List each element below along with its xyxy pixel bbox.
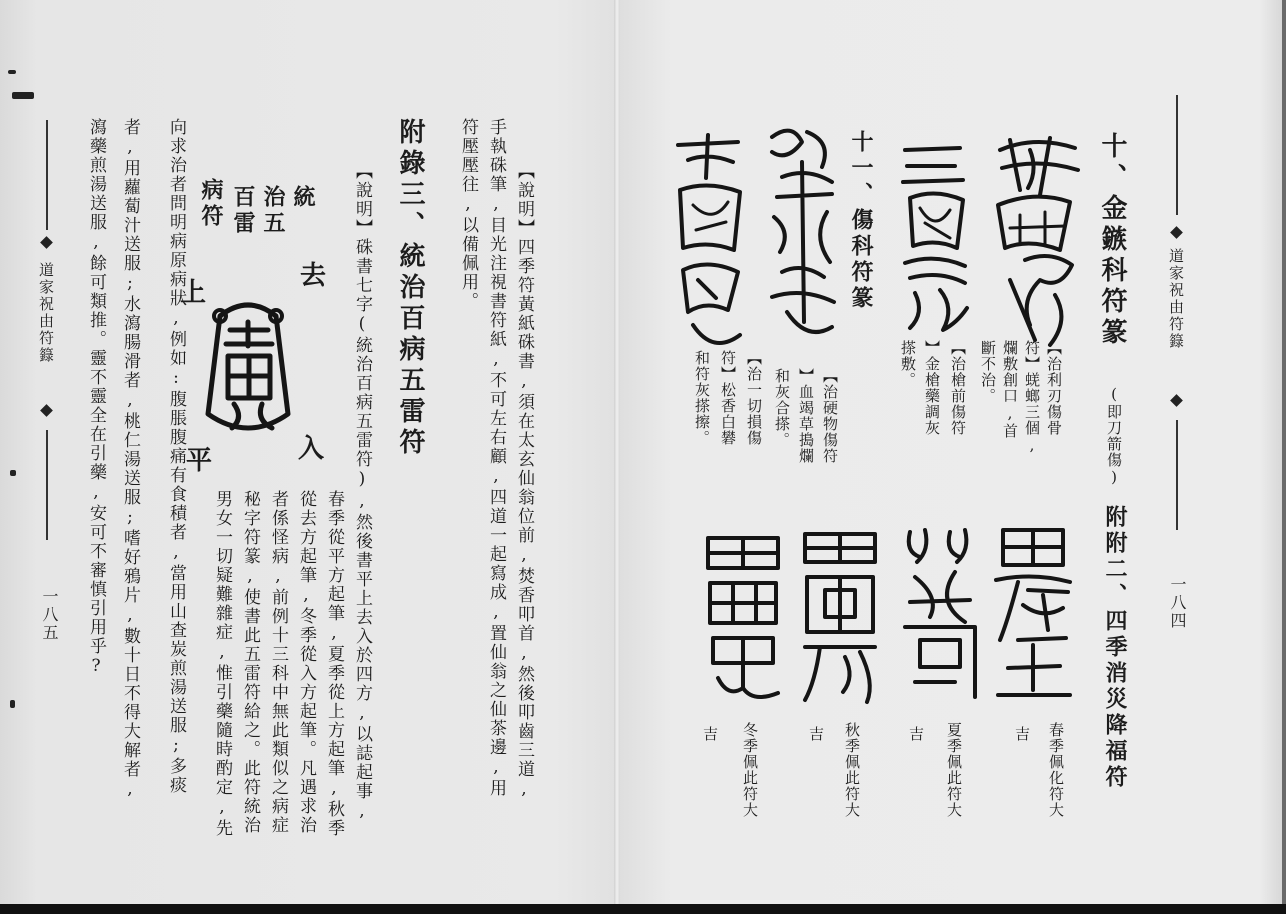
season-caption-end: 吉: [1013, 726, 1031, 742]
runner-rule-bottom: [1176, 420, 1178, 530]
note-line: 者係怪病,前例十三科中無此類似之病症: [268, 490, 288, 835]
appendix-title: 附錄三、統治百病五雷符: [395, 118, 425, 459]
talisman-label: 統: [290, 185, 316, 211]
direction-left: 上: [180, 278, 207, 308]
note-line: 瀉藥煎湯送服,餘可類推。靈不靈全在引藥,安可不審慎引用乎?: [86, 118, 106, 678]
note-line: 符壓壓往,以備佩用。: [458, 118, 478, 311]
scan-border: [0, 904, 1286, 914]
scan-blot: [10, 700, 15, 708]
running-header: 道家祝由符籙: [1167, 248, 1185, 350]
runner-rule-bottom: [46, 430, 48, 540]
talisman-spring: [988, 520, 1078, 705]
runner-rule-top: [1176, 95, 1178, 215]
talisman-summer: [895, 522, 983, 707]
talisman-caption: 】金槍藥調灰: [923, 340, 941, 436]
season-caption: 冬季佩此符大: [741, 722, 759, 818]
talisman-label: 治五: [260, 185, 286, 237]
talisman-label: 病符: [198, 178, 224, 230]
talisman-caption: 斷不治。: [979, 340, 997, 404]
season-caption-end: 吉: [807, 726, 825, 742]
talisman-caption: 爛敷創口,首: [1001, 340, 1019, 439]
talisman-caption: 【治槍前傷符: [949, 340, 967, 436]
talisman-five-thunder: [192, 286, 304, 446]
note-line: 【說明】硃書七字(統治百病五雷符),然後書平上去入於四方,以誌起事,: [352, 162, 372, 823]
talisman-sword-bone: [990, 130, 1085, 355]
season-caption: 夏季佩此符大: [945, 722, 963, 818]
season-caption-end: 吉: [907, 726, 925, 742]
page-edge: [1282, 0, 1286, 914]
talisman-autumn: [795, 522, 885, 707]
scan-blot: [12, 92, 34, 99]
page-number: 一八五: [40, 588, 59, 642]
talisman-caption: 搽敷。: [899, 340, 917, 388]
talisman-caption: 】血竭草搗爛: [797, 368, 815, 464]
note-line: 向求治者問明病原病狀,例如:腹脹腹痛有食積者,當用山查炭煎湯送服;多痰: [166, 118, 186, 795]
direction-top: 去: [300, 261, 327, 291]
talisman-caption: 【治一切損傷: [745, 350, 763, 446]
note-line: 從去方起筆,冬季從入方起筆。凡遇求治: [296, 490, 316, 835]
section-title: 十一、傷科符篆: [848, 130, 874, 312]
season-caption: 春季佩化符大: [1047, 722, 1065, 818]
note-line: 【說明】四季符黃紙硃書,須在太玄仙翁位前,焚香叩首,然後叩齒三道,: [514, 162, 534, 801]
scan-blot: [10, 470, 16, 476]
talisman-all-injury: [668, 130, 750, 355]
talisman-hard-object: [762, 122, 842, 347]
season-caption-end: 吉: [701, 726, 719, 742]
note-line: 手執硃筆,目光注視書符紙,不可左右顧,四道一起寫成,置仙翁之仙茶邊,用: [486, 118, 506, 798]
scan-blot: [8, 70, 16, 74]
note-line: 者,用蘿蔔汁送服;水瀉腸滑者,桃仁湯送服;嗜好鴉片,數十日不得大解者,: [120, 118, 140, 801]
talisman-gun-wound: [895, 138, 973, 338]
talisman-caption: 【治利刃傷骨: [1045, 340, 1063, 436]
direction-bottom: 平: [186, 446, 213, 476]
book-spine: [614, 0, 620, 914]
note-line: 秘字符篆,使書此五雷符給之。此符統治: [240, 490, 260, 835]
note-line: 春季從平方起筆,夏季從上方起筆,秋季: [324, 490, 344, 838]
runner-rule-top: [46, 120, 48, 230]
season-caption: 秋季佩此符大: [843, 722, 861, 818]
page-number: 一八四: [1168, 576, 1187, 630]
section-title: 十、金鏃科符篆: [1097, 132, 1127, 349]
talisman-caption: 【治硬物傷符: [821, 368, 839, 464]
talisman-caption: 符】松香白礬: [719, 350, 737, 446]
section-title-note: (即刀箭傷): [1105, 385, 1123, 487]
appendix-title: 附附二、四季消災降福符: [1102, 505, 1128, 791]
talisman-caption: 和符灰搽擦。: [693, 350, 711, 446]
talisman-winter: [698, 528, 788, 708]
running-header: 道家祝由符籙: [37, 262, 55, 364]
talisman-caption: 和灰合搽。: [773, 368, 791, 448]
talisman-label: 百雷: [230, 185, 256, 237]
direction-right: 入: [298, 434, 325, 464]
talisman-caption: 符】蜣螂三個,: [1023, 340, 1041, 455]
note-line: 男女一切疑難雜症,惟引藥隨時酌定,先: [212, 490, 232, 838]
